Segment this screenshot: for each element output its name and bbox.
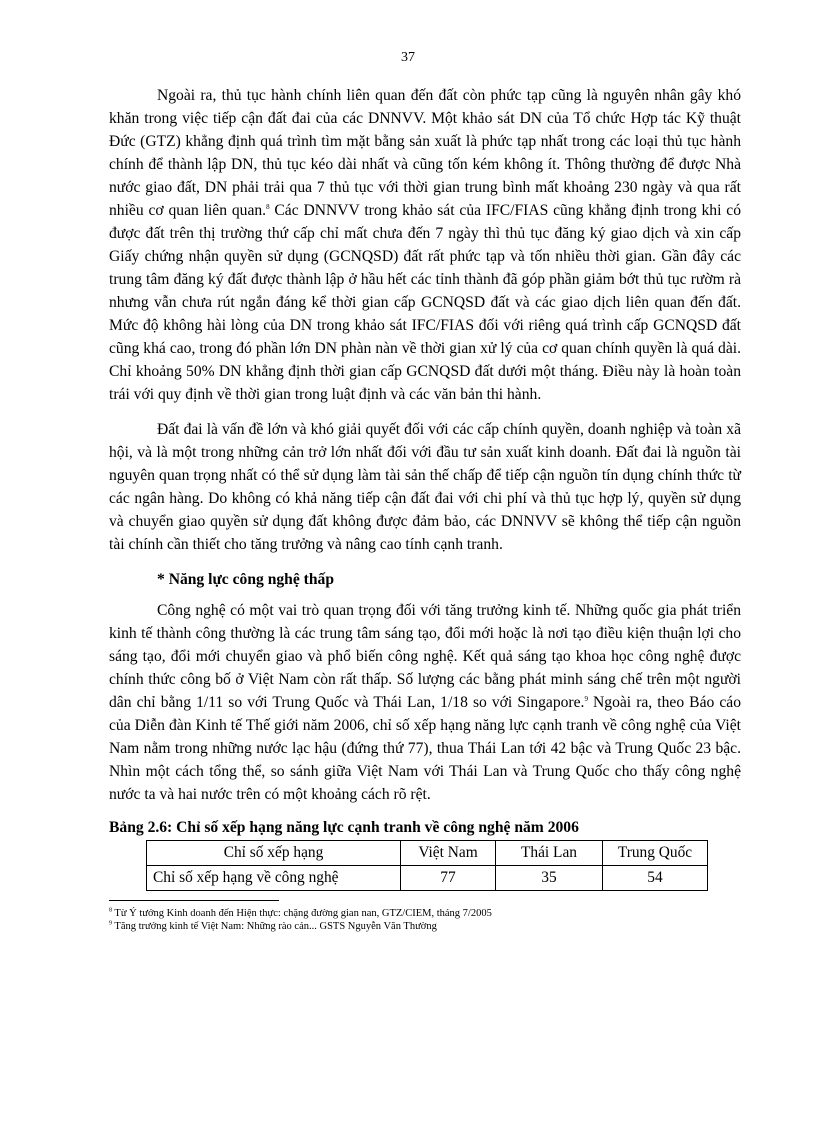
page-body bbox=[109, 84, 741, 933]
footnote-divider bbox=[109, 900, 279, 901]
paragraph-land-procedures bbox=[109, 84, 741, 406]
table-header-cell: Việt Nam bbox=[401, 841, 496, 866]
paragraph-text: Các DNNVV trong khảo sát của IFC/FIAS cũng khẳng định trong khi có được đất trên thị trường thứ cấp chỉ mất chưa đến 7 ngày thì thủ tục đăng ký giao dịch và xin cấp Giấy chứng nhận quyền sử dụng (GCNQSD) đất rất phức tạp và tốn nhiều thời gian. Gần đây các trung tâm đăng ký đất được thành lập ở hầu hết các tỉnh thành đã góp phần giảm bớt thủ tục rườm rà nhưng vẫn chưa rút ngắn đáng kể thời gian cấp GCNQSD đất và các giao dịch liên quan đến đất. Mức độ không hài lòng của DN trong khảo sát IFC/FIAS đối với riêng quá trình cấp GCNQSD đất cũng khá cao, trong đó phần lớn DN phàn nàn về thời gian xử lý của cơ quan chính quyền là quá dài. Chỉ khoảng 50% DN khẳng định thời gian cấp GCNQSD đất dưới một tháng. Điều này là hoàn toàn trái với quy định về thời gian trong luật định và các văn bản thi hành. bbox=[109, 202, 741, 403]
paragraph-land-issue: Đất đai là vấn đề lớn và khó giải quyết đối với các cấp chính quyền, doanh nghiệp và toàn xã hội, và là một trong những cản trở lớn nhất đối với đầu tư sản xuất kinh doanh. Đất đai là nguồn tài nguyên quan trọng nhất có thể sử dụng làm tài sản thế chấp để tiếp cận nguồn tín dụng chính thức từ các ngân hàng. Do không có khả năng tiếp cận đất đai với chi phí và thủ tục hợp lý, quyền sử dụng và chuyển giao quyền sử dụng đất không được đảm bảo, các DNNVV sẽ không thể tiếp cận nguồn tài chính cần thiết cho tăng trưởng và nâng cao tính cạnh tranh. bbox=[109, 421, 741, 553]
table-header-cell: Trung Quốc bbox=[603, 841, 708, 866]
footnote bbox=[109, 907, 741, 920]
footnote-number: 9 bbox=[109, 920, 112, 927]
table-header-cell: Thái Lan bbox=[496, 841, 603, 866]
footnote-number: 8 bbox=[109, 907, 112, 914]
table-header-cell: Chỉ số xếp hạng bbox=[147, 841, 401, 866]
paragraph-text: Công nghệ có một vai trò quan trọng đối với tăng trưởng kinh tế. Những quốc gia phát triển kinh tế thành công thường là các trung tâm sáng tạo, đổi mới hoặc là nơi tạo điều kiện thuận lợi cho sáng tạo, đổi mới chuyển giao và phổ biến công nghệ. Kết quả sáng tạo khoa học công nghệ được chính thức công bố ở Việt Nam còn rất thấp. Số lượng các bằng phát minh sáng chế trên một người dân chỉ bằng 1/11 so với Trung Quốc và Thái Lan, 1/18 so với Singapore. bbox=[109, 602, 741, 711]
table-cell: 35 bbox=[496, 866, 603, 891]
footnote-text: Từ Ý tưởng Kinh doanh đến Hiện thực: chặng đường gian nan, GTZ/CIEM, tháng 7/2005 bbox=[112, 908, 492, 919]
table-row bbox=[147, 866, 708, 891]
ranking-table bbox=[146, 840, 708, 891]
paragraph-text: Ngoài ra, theo Báo cáo của Diễn đàn Kinh tế Thế giới năm 2006, chỉ số xếp hạng năng lực cạnh tranh về công nghệ của Việt Nam nằm trong những nước lạc hậu (đứng thứ 77), thua Thái Lan tới 42 bậc và Trung Quốc 23 bậc. Nhìn một cách tổng thể, so sánh giữa Việt Nam với Thái Lan và Trung Quốc cho thấy công nghệ nước ta và hai nước trên có một khoảng cách rõ rệt. bbox=[109, 694, 741, 803]
paragraph-text: Ngoài ra, thủ tục hành chính liên quan đến đất còn phức tạp cũng là nguyên nhân gây khó khăn trong việc tiếp cận đất đai của các DNNVV. Một khảo sát DN của Tổ chức Hợp tác Kỹ thuật Đức (GTZ) khẳng định quá trình tìm mặt bằng sản xuất là phức tạp nhất trong các loại thủ tục hành chính để thành lập DN, thủ tục kéo dài nhất và cũng tốn kém không ít. Thông thường để được Nhà nước giao đất, DN phải trải qua 7 thủ tục với thời gian trung bình mất khoảng 230 ngày và qua rất nhiều cơ quan liên quan. bbox=[109, 87, 741, 219]
page-number: 37 bbox=[401, 50, 415, 65]
table-cell: 77 bbox=[401, 866, 496, 891]
footnote-ref: 8 bbox=[266, 202, 270, 211]
paragraph-technology bbox=[109, 599, 741, 806]
table-cell: Chỉ số xếp hạng về công nghệ bbox=[147, 866, 401, 891]
section-heading: * Năng lực công nghệ thấp bbox=[157, 571, 335, 588]
table-caption: Bảng 2.6: Chỉ số xếp hạng năng lực cạnh tranh về công nghệ năm 2006 bbox=[109, 819, 579, 836]
table-header-row bbox=[147, 841, 708, 866]
table-cell: 54 bbox=[603, 866, 708, 891]
footnote-ref: 9 bbox=[584, 694, 588, 703]
footnote bbox=[109, 920, 741, 933]
footnote-text: Tăng trưởng kinh tế Việt Nam: Những rào cản... GSTS Nguyễn Văn Thường bbox=[112, 921, 437, 932]
